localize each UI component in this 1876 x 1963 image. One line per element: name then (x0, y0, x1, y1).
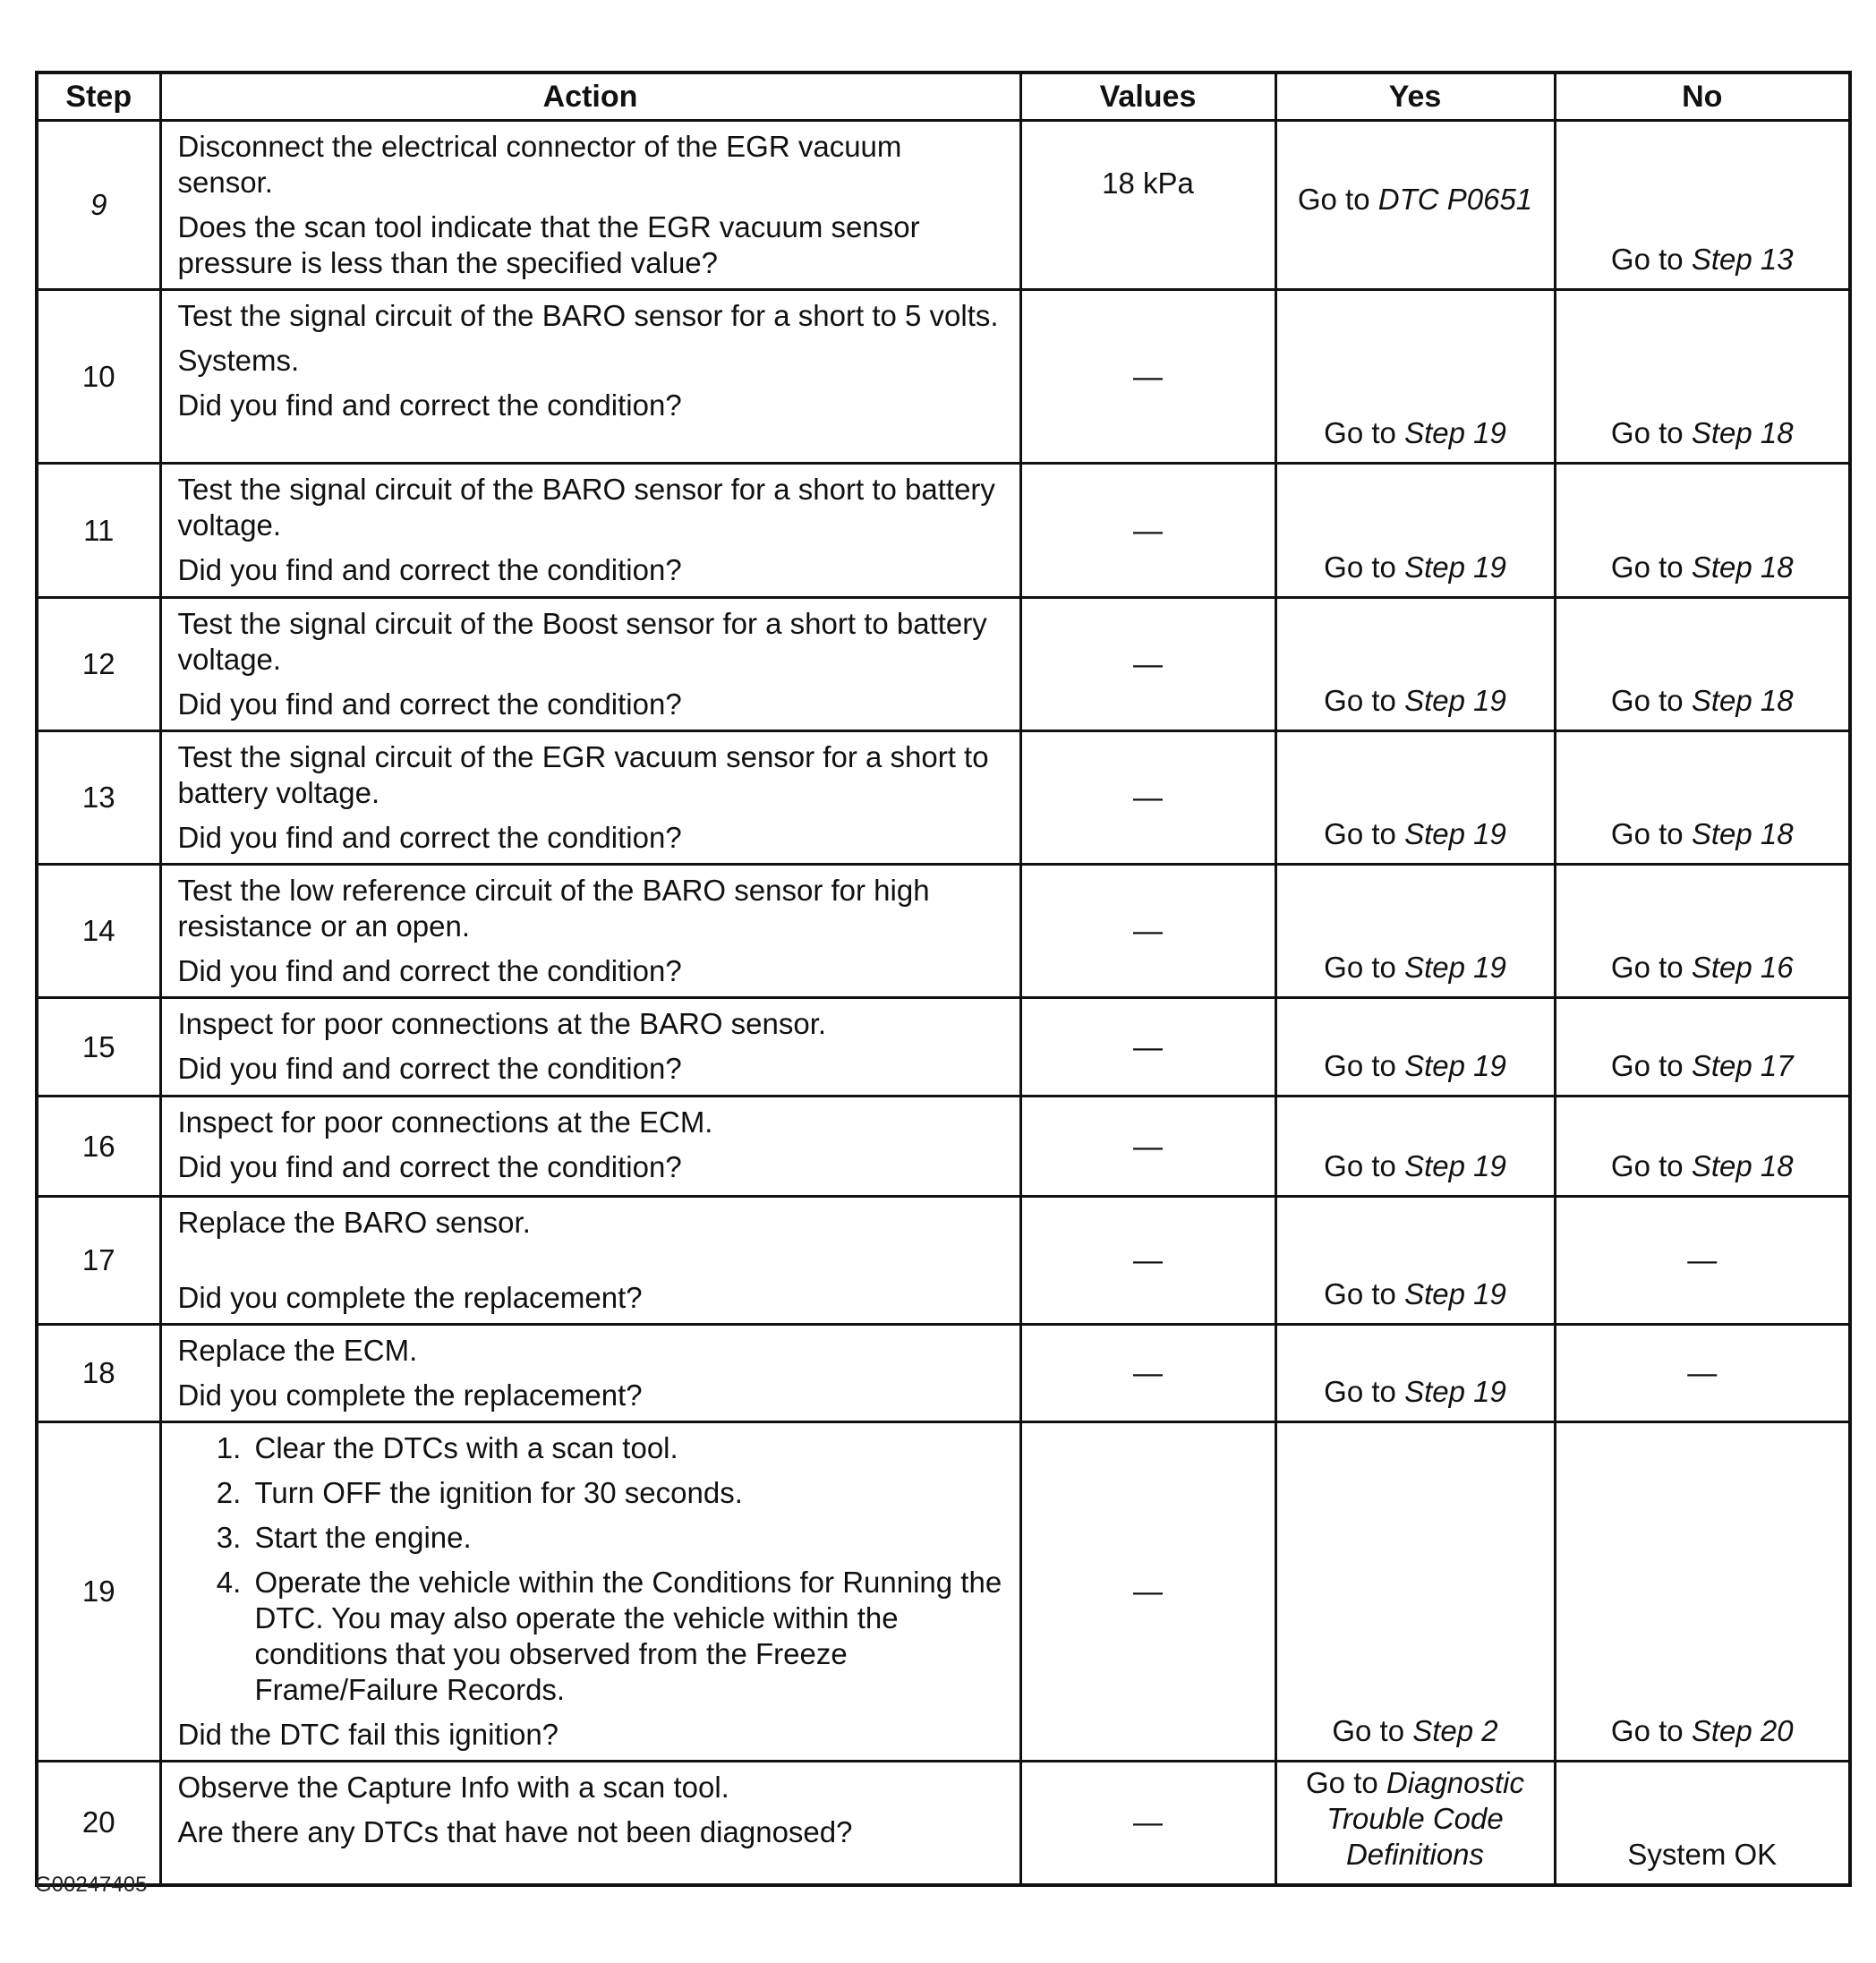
yes-cell (1275, 1097, 1555, 1197)
table-row-step-15 (37, 998, 1850, 1097)
value-cell: — (1020, 290, 1275, 464)
action-question: Did the DTC fail this ignition? (177, 1718, 559, 1751)
value-cell: — (1020, 1325, 1275, 1422)
step-number: 13 (37, 731, 160, 865)
action-text: Observe the Capture Info with a scan tool. (177, 1771, 729, 1804)
step-number: 18 (37, 1325, 160, 1422)
no-cell: — (1555, 1197, 1850, 1325)
no-link[interactable]: Step 17 (1691, 1049, 1794, 1082)
yes-link[interactable]: Step 19 (1404, 1049, 1506, 1082)
yes-link[interactable]: Diagnostic Trouble Code Definitions (1326, 1765, 1524, 1871)
no-cell (1555, 1422, 1850, 1762)
action-cell (160, 731, 1020, 865)
list-item: 2. Turn OFF the ignition for 30 seconds. (250, 1475, 1005, 1511)
goto-prefix: Go to (1324, 684, 1396, 717)
action-question: Did you find and correct the condition? (177, 1052, 682, 1085)
action-cell (160, 598, 1020, 731)
no-link[interactable]: Step 18 (1691, 817, 1794, 850)
yes-cell (1275, 1325, 1555, 1422)
yes-link[interactable]: Step 19 (1404, 1149, 1506, 1182)
action-cell (160, 1422, 1020, 1762)
no-cell (1555, 121, 1850, 290)
table-row-step-18 (37, 1325, 1850, 1422)
action-text: Inspect for poor connections at the BARO sensor. (177, 1007, 827, 1040)
table-row-step-17 (37, 1197, 1850, 1325)
action-text: Test the signal circuit of the BARO sensor for a short to battery voltage. (177, 473, 995, 542)
goto-prefix: Go to (1324, 951, 1396, 984)
no-cell (1555, 865, 1850, 998)
action-text: Test the signal circuit of the BARO sensor for a short to 5 volts. (177, 299, 999, 332)
action-cell (160, 1325, 1020, 1422)
table-row-step-20 (37, 1762, 1850, 1885)
goto-prefix: Go to (1610, 416, 1684, 449)
header-action: Action (160, 73, 1020, 121)
step-number: 12 (37, 598, 160, 731)
action-text: Disconnect the electrical connector of the EGR vacuum sensor. (177, 130, 902, 199)
goto-prefix: Go to (1610, 1049, 1684, 1082)
header-yes: Yes (1275, 73, 1555, 121)
step-number: 16 (37, 1097, 160, 1197)
yes-cell (1275, 865, 1555, 998)
goto-prefix: Go to (1306, 1765, 1378, 1799)
goto-prefix: Go to (1324, 1149, 1396, 1182)
action-text: Replace the BARO sensor. (177, 1206, 531, 1239)
step-number: 11 (37, 464, 160, 598)
value-cell: — (1020, 598, 1275, 731)
goto-prefix: Go to (1324, 550, 1396, 584)
list-item: 4. Operate the vehicle within the Conditions for Running the DTC. You may also operate the vehicle within the conditions that you observed from the Freeze Frame/Failure Records. (250, 1565, 1005, 1708)
value-cell: — (1020, 1422, 1275, 1762)
value-cell: — (1020, 1097, 1275, 1197)
action-question: Did you find and correct the condition? (177, 821, 682, 854)
no-cell (1555, 464, 1850, 598)
table-row-step-16 (37, 1097, 1850, 1197)
header-step: Step (37, 73, 160, 121)
step-number: 15 (37, 998, 160, 1097)
yes-cell (1275, 598, 1555, 731)
procedure-list (178, 1430, 1005, 1708)
no-link[interactable]: Step 16 (1691, 951, 1794, 984)
no-cell (1555, 998, 1850, 1097)
action-question: Did you complete the replacement? (177, 1378, 643, 1412)
table-row-step-10 (37, 290, 1850, 464)
action-cell (160, 865, 1020, 998)
action-text: Systems. (177, 344, 300, 377)
step-number: 20 (37, 1762, 160, 1885)
yes-link[interactable]: Step 19 (1404, 684, 1506, 717)
action-text: Test the signal circuit of the EGR vacuum sensor for a short to battery voltage. (177, 740, 989, 809)
step-number: 19 (37, 1422, 160, 1762)
goto-prefix: Go to (1332, 1714, 1405, 1747)
header-values: Values (1020, 73, 1275, 121)
action-question: Are there any DTCs that have not been diagnosed? (177, 1815, 853, 1848)
step-number: 17 (37, 1197, 160, 1325)
action-question: Did you find and correct the condition? (177, 553, 682, 586)
value-cell: — (1020, 1762, 1275, 1885)
step-number: 14 (37, 865, 160, 998)
goto-prefix: Go to (1324, 1049, 1396, 1082)
table-row-step-11 (37, 464, 1850, 598)
goto-prefix: Go to (1610, 1149, 1684, 1182)
action-question: Did you find and correct the condition? (177, 1150, 682, 1183)
goto-prefix: Go to (1324, 1375, 1396, 1408)
yes-cell (1275, 121, 1555, 290)
action-question: Did you complete the replacement? (177, 1281, 643, 1314)
action-text: Inspect for poor connections at the ECM. (177, 1105, 713, 1139)
header-row (37, 73, 1850, 121)
no-cell: System OK (1555, 1762, 1850, 1885)
goto-prefix: Go to (1610, 1714, 1684, 1747)
figure-id: G00247405 (35, 1873, 148, 1897)
no-link[interactable]: Step 18 (1691, 550, 1794, 584)
value-cell: — (1020, 731, 1275, 865)
yes-link[interactable]: Step 2 (1412, 1714, 1498, 1747)
yes-link[interactable]: Step 19 (1404, 1375, 1506, 1408)
step-number: 10 (37, 290, 160, 464)
header-no: No (1555, 73, 1850, 121)
yes-link[interactable]: Step 19 (1404, 951, 1506, 984)
goto-prefix: Go to (1324, 1277, 1396, 1310)
no-link[interactable]: Step 18 (1691, 1149, 1794, 1182)
action-cell (160, 464, 1020, 598)
yes-link[interactable]: DTC P0651 (1377, 183, 1533, 216)
action-text: Test the low reference circuit of the BARO sensor for high resistance or an open. (177, 874, 930, 943)
action-question: Did you find and correct the condition? (177, 388, 682, 422)
value-cell: — (1020, 865, 1275, 998)
action-cell (160, 998, 1020, 1097)
table-row-step-14 (37, 865, 1850, 998)
yes-cell (1275, 731, 1555, 865)
yes-cell (1275, 464, 1555, 598)
step-number: 9 (37, 121, 160, 290)
yes-link[interactable]: Step 19 (1404, 1277, 1506, 1310)
yes-cell (1275, 1197, 1555, 1325)
action-cell (160, 121, 1020, 290)
action-cell (160, 290, 1020, 464)
no-cell (1555, 598, 1850, 731)
yes-cell (1275, 1762, 1555, 1885)
no-link[interactable]: Step 20 (1691, 1714, 1794, 1747)
goto-prefix: Go to (1610, 243, 1684, 276)
no-cell: — (1555, 1325, 1850, 1422)
no-link[interactable]: Step 13 (1691, 243, 1794, 276)
goto-prefix: Go to (1610, 951, 1684, 984)
table-row-step-13 (37, 731, 1850, 865)
table-row-step-19 (37, 1422, 1850, 1762)
value-cell: — (1020, 1197, 1275, 1325)
list-item: 3. Start the engine. (250, 1520, 1005, 1556)
action-text: Test the signal circuit of the Boost sensor for a short to battery voltage. (177, 607, 987, 676)
action-text: Replace the ECM. (177, 1334, 418, 1367)
no-cell (1555, 731, 1850, 865)
yes-cell (1275, 998, 1555, 1097)
action-question: Did you find and correct the condition? (177, 687, 682, 721)
table-row-step-9 (37, 121, 1850, 290)
no-cell (1555, 1097, 1850, 1197)
goto-prefix: Go to (1610, 684, 1684, 717)
goto-prefix: Go to (1324, 416, 1396, 449)
list-item: 1. Clear the DTCs with a scan tool. (250, 1430, 1005, 1466)
yes-cell (1275, 1422, 1555, 1762)
action-cell (160, 1097, 1020, 1197)
action-question: Did you find and correct the condition? (177, 954, 682, 987)
goto-prefix: Go to (1297, 183, 1370, 216)
goto-prefix: Go to (1610, 817, 1684, 850)
no-link[interactable]: Step 18 (1691, 684, 1794, 717)
action-question: Does the scan tool indicate that the EGR vacuum sensor pressure is less than the specified value? (177, 210, 920, 279)
goto-prefix: Go to (1324, 817, 1396, 850)
value-cell: — (1020, 464, 1275, 598)
yes-link[interactable]: Step 19 (1404, 817, 1506, 850)
no-cell (1555, 290, 1850, 464)
yes-link[interactable]: Step 19 (1404, 550, 1506, 584)
table-row-step-12 (37, 598, 1850, 731)
value-cell: — (1020, 998, 1275, 1097)
action-cell (160, 1197, 1020, 1325)
action-cell (160, 1762, 1020, 1885)
goto-prefix: Go to (1610, 550, 1684, 584)
diagnostic-table (35, 71, 1852, 1887)
value-cell: 18 kPa (1020, 121, 1275, 290)
yes-cell (1275, 290, 1555, 464)
yes-link[interactable]: Step 19 (1404, 416, 1506, 449)
no-link[interactable]: Step 18 (1691, 416, 1794, 449)
